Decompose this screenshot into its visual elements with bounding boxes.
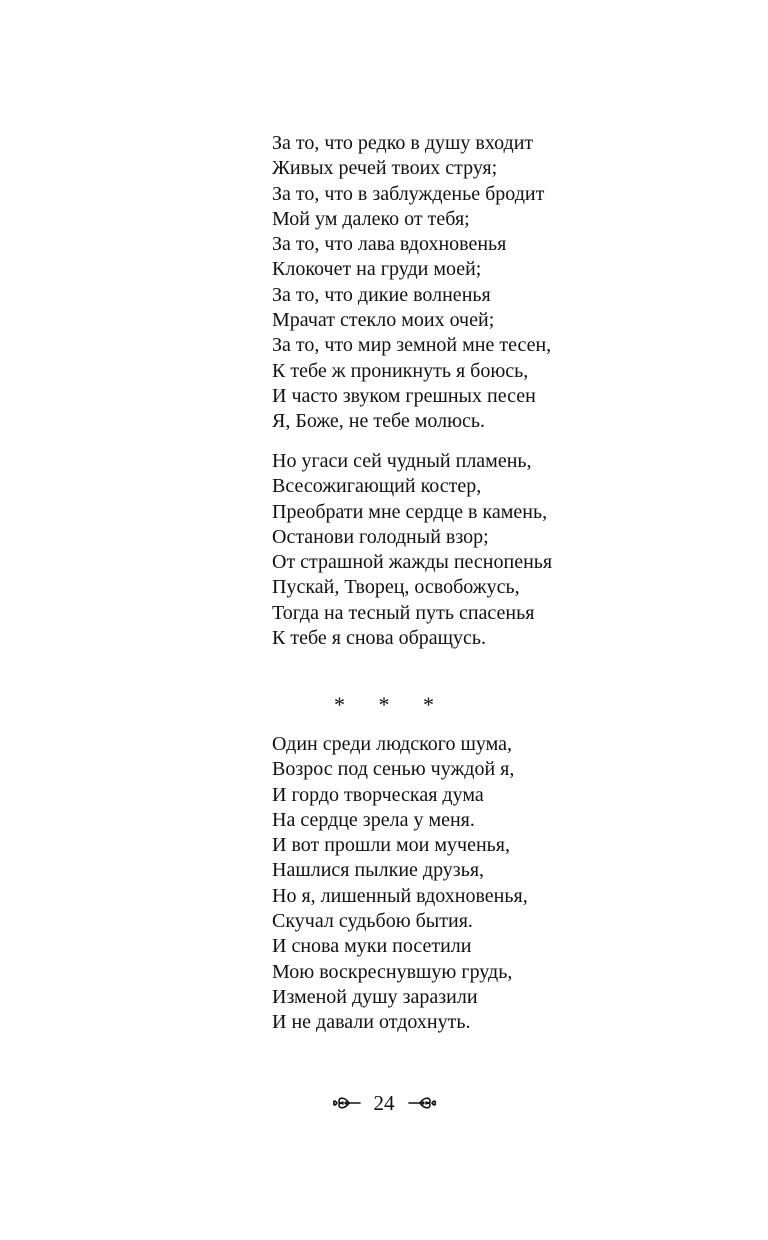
poem-line: И часто звуком грешных песен: [272, 384, 536, 407]
poem-line: Тогда на тесный путь спасенья: [272, 601, 535, 624]
poem-line: За то, что лава вдохновенья: [272, 233, 507, 256]
poem-line: За то, что мир земной мне тесен,: [272, 334, 552, 357]
poem-line: Изменой душу заразили: [272, 985, 478, 1008]
poem-stanza-1: [272, 131, 692, 435]
poem-line: Но угаси сей чудный пламень,: [272, 450, 532, 472]
page-footer: [0, 1089, 768, 1117]
poem-line: На сердце зрела у меня.: [272, 808, 475, 831]
poem-line: И снова муки посетили: [272, 935, 472, 958]
poem-line: Один среди людского шума,: [272, 733, 513, 755]
poem-line: Пускай, Творец, освобожусь,: [272, 576, 520, 599]
poem-line: Клокочет на груди моей;: [272, 258, 482, 281]
poem-line: Возрос под сенью чуждой я,: [272, 758, 515, 781]
poem-line: И вот прошли мои мученья,: [272, 834, 510, 857]
poem-line: И не давали отдохнуть.: [272, 1011, 471, 1034]
fleuron-left-icon: [332, 1093, 362, 1113]
poem-line: Мрачат стекло моих очей;: [272, 309, 495, 332]
poem-line: Всесожигающий костер,: [272, 475, 482, 498]
poem-line: За то, что редко в душу входит: [272, 132, 534, 154]
poem-stanza-2: [272, 449, 692, 651]
poem-stanza-3: [272, 732, 692, 1036]
poem-line: К тебе я снова обращусь.: [272, 627, 487, 650]
poem-line: Я, Боже, не тебе молюсь.: [272, 410, 486, 433]
poem-line: Мой ум далеко от тебя;: [272, 207, 470, 230]
poem-line: Живых речей твоих струя;: [272, 157, 498, 180]
poem-line: От страшной жажды песнопенья: [272, 551, 553, 574]
poem-line: Преобрати мне сердце в камень,: [272, 500, 548, 523]
poem-line: И гордо творческая дума: [272, 783, 484, 806]
poem-line: Мою воскреснувшую грудь,: [272, 960, 513, 983]
poem-line: За то, что в заблужденье бродит: [272, 182, 545, 205]
section-separator: * * *: [334, 692, 448, 717]
poem-line: Скучал судьбою бытия.: [272, 910, 473, 933]
poem-line: Нашлися пылкие друзья,: [272, 859, 485, 882]
poem-line: Останови голодный взор;: [272, 525, 489, 548]
fleuron-right-icon: [407, 1093, 437, 1113]
poem-line: Но я, лишенный вдохновенья,: [272, 884, 528, 907]
poem-line: За то, что дикие волненья: [272, 283, 491, 306]
page-number: 24: [373, 1091, 395, 1115]
poem-line: К тебе ж проникнуть я боюсь,: [272, 359, 529, 382]
